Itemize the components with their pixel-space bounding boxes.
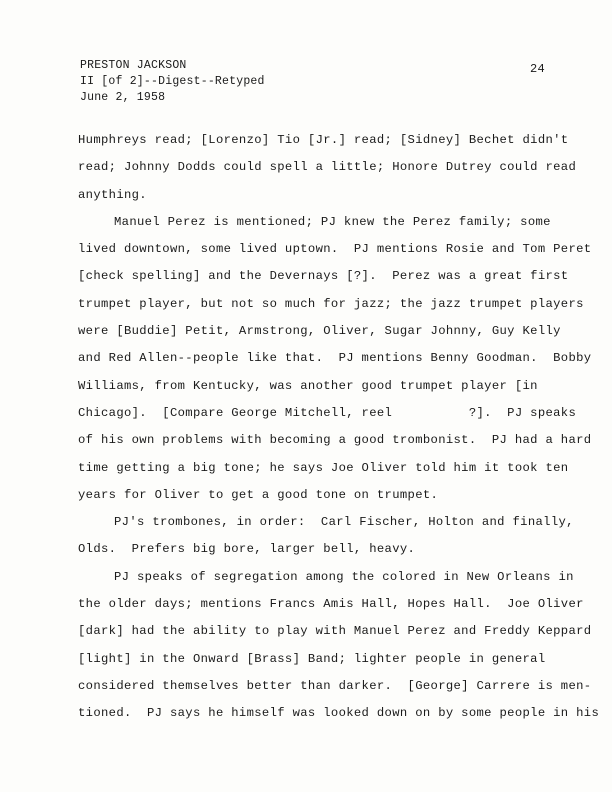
text-line <box>78 564 574 591</box>
text-line-content: PJ speaks of segregation among the colored in New Orleans in <box>114 569 574 584</box>
text-line <box>78 291 584 318</box>
text-line <box>78 455 568 482</box>
text-line <box>78 618 592 645</box>
text-line-content: [dark] had the ability to play with Manuel Perez and Freddy Keppard <box>78 624 592 639</box>
text-line-content: Williams, from Kentucky, was another good trumpet player [in <box>78 378 538 393</box>
text-line <box>78 536 568 563</box>
text-line-content: anything. <box>78 187 147 202</box>
text-line <box>78 646 568 673</box>
text-line-content: time getting a big tone; he says Joe Oliver told him it took ten <box>78 460 569 475</box>
text-line-content: lived downtown, some lived uptown. PJ mentions Rosie and Tom Peret <box>78 242 592 257</box>
text-line-content: Olds. Prefers big bore, larger bell, heavy. <box>78 542 416 557</box>
text-line <box>78 673 592 700</box>
text-line-content: [check spelling] and the Devernays [?]. Perez was a great first <box>78 269 569 284</box>
text-line-content: [light] in the Onward [Brass] Band; lighter people in general <box>78 651 546 666</box>
header-reel: II [of 2]--Digest--Retyped <box>80 75 265 88</box>
text-line-content: trumpet player, but not so much for jazz; the jazz trumpet players <box>78 296 584 311</box>
text-line <box>78 509 574 536</box>
text-line <box>78 591 584 618</box>
text-line-content: Chicago]. [Compare George Mitchell, reel ?]. PJ speaks <box>78 405 577 420</box>
text-line <box>78 427 592 454</box>
text-line-content: read; Johnny Dodds could spell a little; Honore Dutrey could read <box>78 160 577 175</box>
text-line-content: PJ's trombones, in order: Carl Fischer, Holton and finally, <box>114 515 574 530</box>
text-line <box>78 482 568 509</box>
text-line <box>78 127 568 154</box>
text-line <box>78 318 568 345</box>
text-line-content: the older days; mentions Francs Amis Hall, Hopes Hall. Joe Oliver <box>78 597 584 612</box>
text-line-content: years for Oliver to get a good tone on trumpet. <box>78 487 439 502</box>
text-line-content: of his own problems with becoming a good trombonist. PJ had a hard <box>78 433 592 448</box>
text-line-content: tioned. PJ says he himself was looked down on by some people in his <box>78 706 600 721</box>
text-line <box>78 263 568 290</box>
text-line-content: Manuel Perez is mentioned; PJ knew the Perez family; some <box>114 214 551 229</box>
text-line <box>78 236 592 263</box>
document-body <box>78 127 600 728</box>
text-line-content: and Red Allen--people like that. PJ mentions Benny Goodman. Bobby <box>78 351 592 366</box>
header-name: PRESTON JACKSON <box>80 59 187 72</box>
text-line-content: Humphreys read; [Lorenzo] Tio [Jr.] read; [Sidney] Bechet didn't <box>78 133 569 147</box>
text-line <box>78 209 568 236</box>
text-line <box>78 182 568 209</box>
text-line <box>78 700 600 727</box>
text-line <box>78 154 577 181</box>
text-line <box>78 345 592 372</box>
header-date: June 2, 1958 <box>80 91 166 104</box>
text-line-content: were [Buddie] Petit, Armstrong, Oliver, Sugar Johnny, Guy Kelly <box>78 324 561 339</box>
document-header <box>80 58 265 106</box>
text-line <box>78 373 568 400</box>
page-number: 24 <box>530 62 546 76</box>
text-line <box>78 400 577 427</box>
text-line-content: considered themselves better than darker. [George] Carrere is men- <box>78 678 592 693</box>
